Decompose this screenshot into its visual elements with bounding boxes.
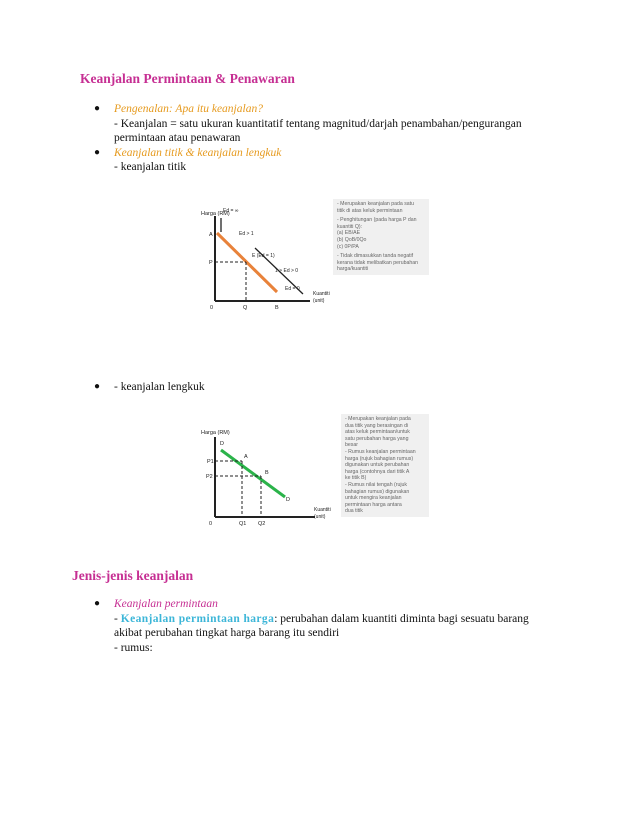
- note-line: (b) QoB/0Qo: [337, 236, 367, 243]
- label-a: A: [244, 454, 248, 460]
- note-line: titik di atas keluk permintaan: [337, 207, 403, 214]
- list-item-keanjalan-titik-lengkuk: [92, 146, 562, 175]
- item-text: - Keanjalan = satu ukuran kuantitatif tentang magnitud/darjah penambahan/pengurangan: [114, 117, 522, 130]
- item-text: - rumus:: [114, 641, 153, 654]
- note-line: untuk mengira keanjalan: [345, 495, 402, 502]
- x-axis-label: Kuantiti: [313, 291, 330, 297]
- note-keanjalan-lengkuk: [341, 414, 429, 517]
- jenis-list: [92, 597, 562, 655]
- note-line: kerana tidak melibatkan perubahan: [337, 259, 419, 266]
- bullet-icon: ●: [94, 381, 101, 392]
- x-axis-label-unit: (unit): [314, 514, 326, 520]
- note-line: kuantiti Q):: [337, 223, 363, 230]
- label-d-bot: D: [286, 497, 290, 503]
- label-p1: P1: [207, 459, 214, 465]
- heading-jenis-keanjalan: Jenis-jenis keanjalan: [72, 568, 194, 583]
- note-line: dua titik: [345, 508, 363, 515]
- label-q2: Q2: [258, 521, 266, 527]
- list-item-keanjalan-lengkuk: [92, 380, 562, 395]
- label-e: E (Ed = 1): [252, 253, 275, 259]
- label-p: P: [209, 260, 213, 266]
- x-axis-label: Kuantiti: [314, 507, 331, 513]
- note-line: (a) EB/AE: [337, 230, 361, 237]
- heading-keanjalan: Keanjalan Permintaan & Penawaran: [80, 71, 295, 86]
- label-b: B: [265, 470, 269, 476]
- label-p2: P2: [206, 474, 213, 480]
- y-axis-label: Harga (RM): [201, 430, 230, 436]
- note-line: atas keluk permintaan/untuk: [345, 429, 410, 436]
- item-text: akibat perubahan tingkat harga barang itu sendiri: [114, 627, 340, 640]
- note-line: harga (contohnya dari titik A: [345, 468, 410, 475]
- item-text: permintaan atau penawaran: [114, 132, 241, 145]
- demand-curve: [221, 450, 285, 497]
- label-ed-lt1: 1 > Ed > 0: [275, 268, 299, 274]
- item-prefix: -: [114, 612, 121, 625]
- label-ed-zero: Ed = 0: [285, 286, 300, 292]
- label-ed-gt1: Ed > 1: [239, 231, 254, 237]
- term-keanjalan-permintaan-harga: Keanjalan permintaan harga: [120, 612, 275, 625]
- note-line: - Merupakan keanjalan pada satu: [337, 201, 414, 207]
- label-origin: 0: [210, 305, 214, 311]
- note-line: harga (rujuk bahagian rumus): [345, 455, 414, 462]
- label-origin: 0: [209, 521, 213, 527]
- list-item-pengenalan: [92, 102, 562, 146]
- intro-list: [92, 102, 562, 175]
- note-line: - Tidak dimasukkan tanda negatif: [337, 253, 414, 260]
- label-ed-inf: Ed = ∞: [223, 208, 239, 214]
- item-title: Keanjalan permintaan: [114, 598, 218, 610]
- figure-keanjalan-titik: [197, 196, 337, 326]
- label-a: A: [209, 232, 213, 238]
- note-keanjalan-titik: [333, 199, 429, 275]
- bullet-icon: ●: [94, 103, 101, 114]
- note-line: (c) 0P/PA: [337, 243, 359, 250]
- item-text: - keanjalan titik: [114, 161, 187, 174]
- label-q1: Q1: [239, 521, 247, 527]
- item-title: Keanjalan titik & keanjalan lengkuk: [114, 146, 282, 159]
- label-q: Q: [243, 305, 248, 311]
- item-title: Pengenalan: Apa itu keanjalan?: [114, 103, 263, 115]
- lengkuk-list: [92, 380, 562, 395]
- note-line: dua titik yang berasingan di: [345, 422, 409, 429]
- note-line: - Penghitungan (pada harga P dan: [337, 217, 417, 224]
- note-line: - Rumus nilai tengah (rujuk: [345, 481, 407, 488]
- note-line: digunakan untuk perubahan: [345, 462, 410, 469]
- label-b: B: [275, 305, 279, 311]
- bullet-icon: ●: [94, 146, 101, 158]
- x-axis-label-unit: (unit): [313, 298, 325, 304]
- y-axis-label: Harga (RM): [201, 211, 230, 217]
- note-line: satu perubahan harga yang: [345, 435, 409, 442]
- note-line: permintaan harga antara: [345, 501, 402, 508]
- item-text: : perubahan dalam kuantiti diminta bagi sesuatu barang: [274, 612, 529, 625]
- figure-keanjalan-lengkuk: [197, 425, 337, 550]
- bullet-icon: ●: [94, 598, 101, 609]
- note-line: bahagian rumus) digunakan: [345, 488, 410, 495]
- note-line: ke titik B): [345, 475, 367, 482]
- note-line: besar: [345, 442, 358, 449]
- note-line: - Merupakan keanjalan pada: [345, 416, 411, 422]
- note-line: - Rumus keanjalan permintaan: [345, 448, 416, 455]
- item-title: - keanjalan lengkuk: [114, 381, 205, 393]
- label-d-top: D: [220, 441, 224, 447]
- note-line: harga/kuantiti: [337, 266, 369, 273]
- list-item-keanjalan-permintaan: [92, 597, 562, 655]
